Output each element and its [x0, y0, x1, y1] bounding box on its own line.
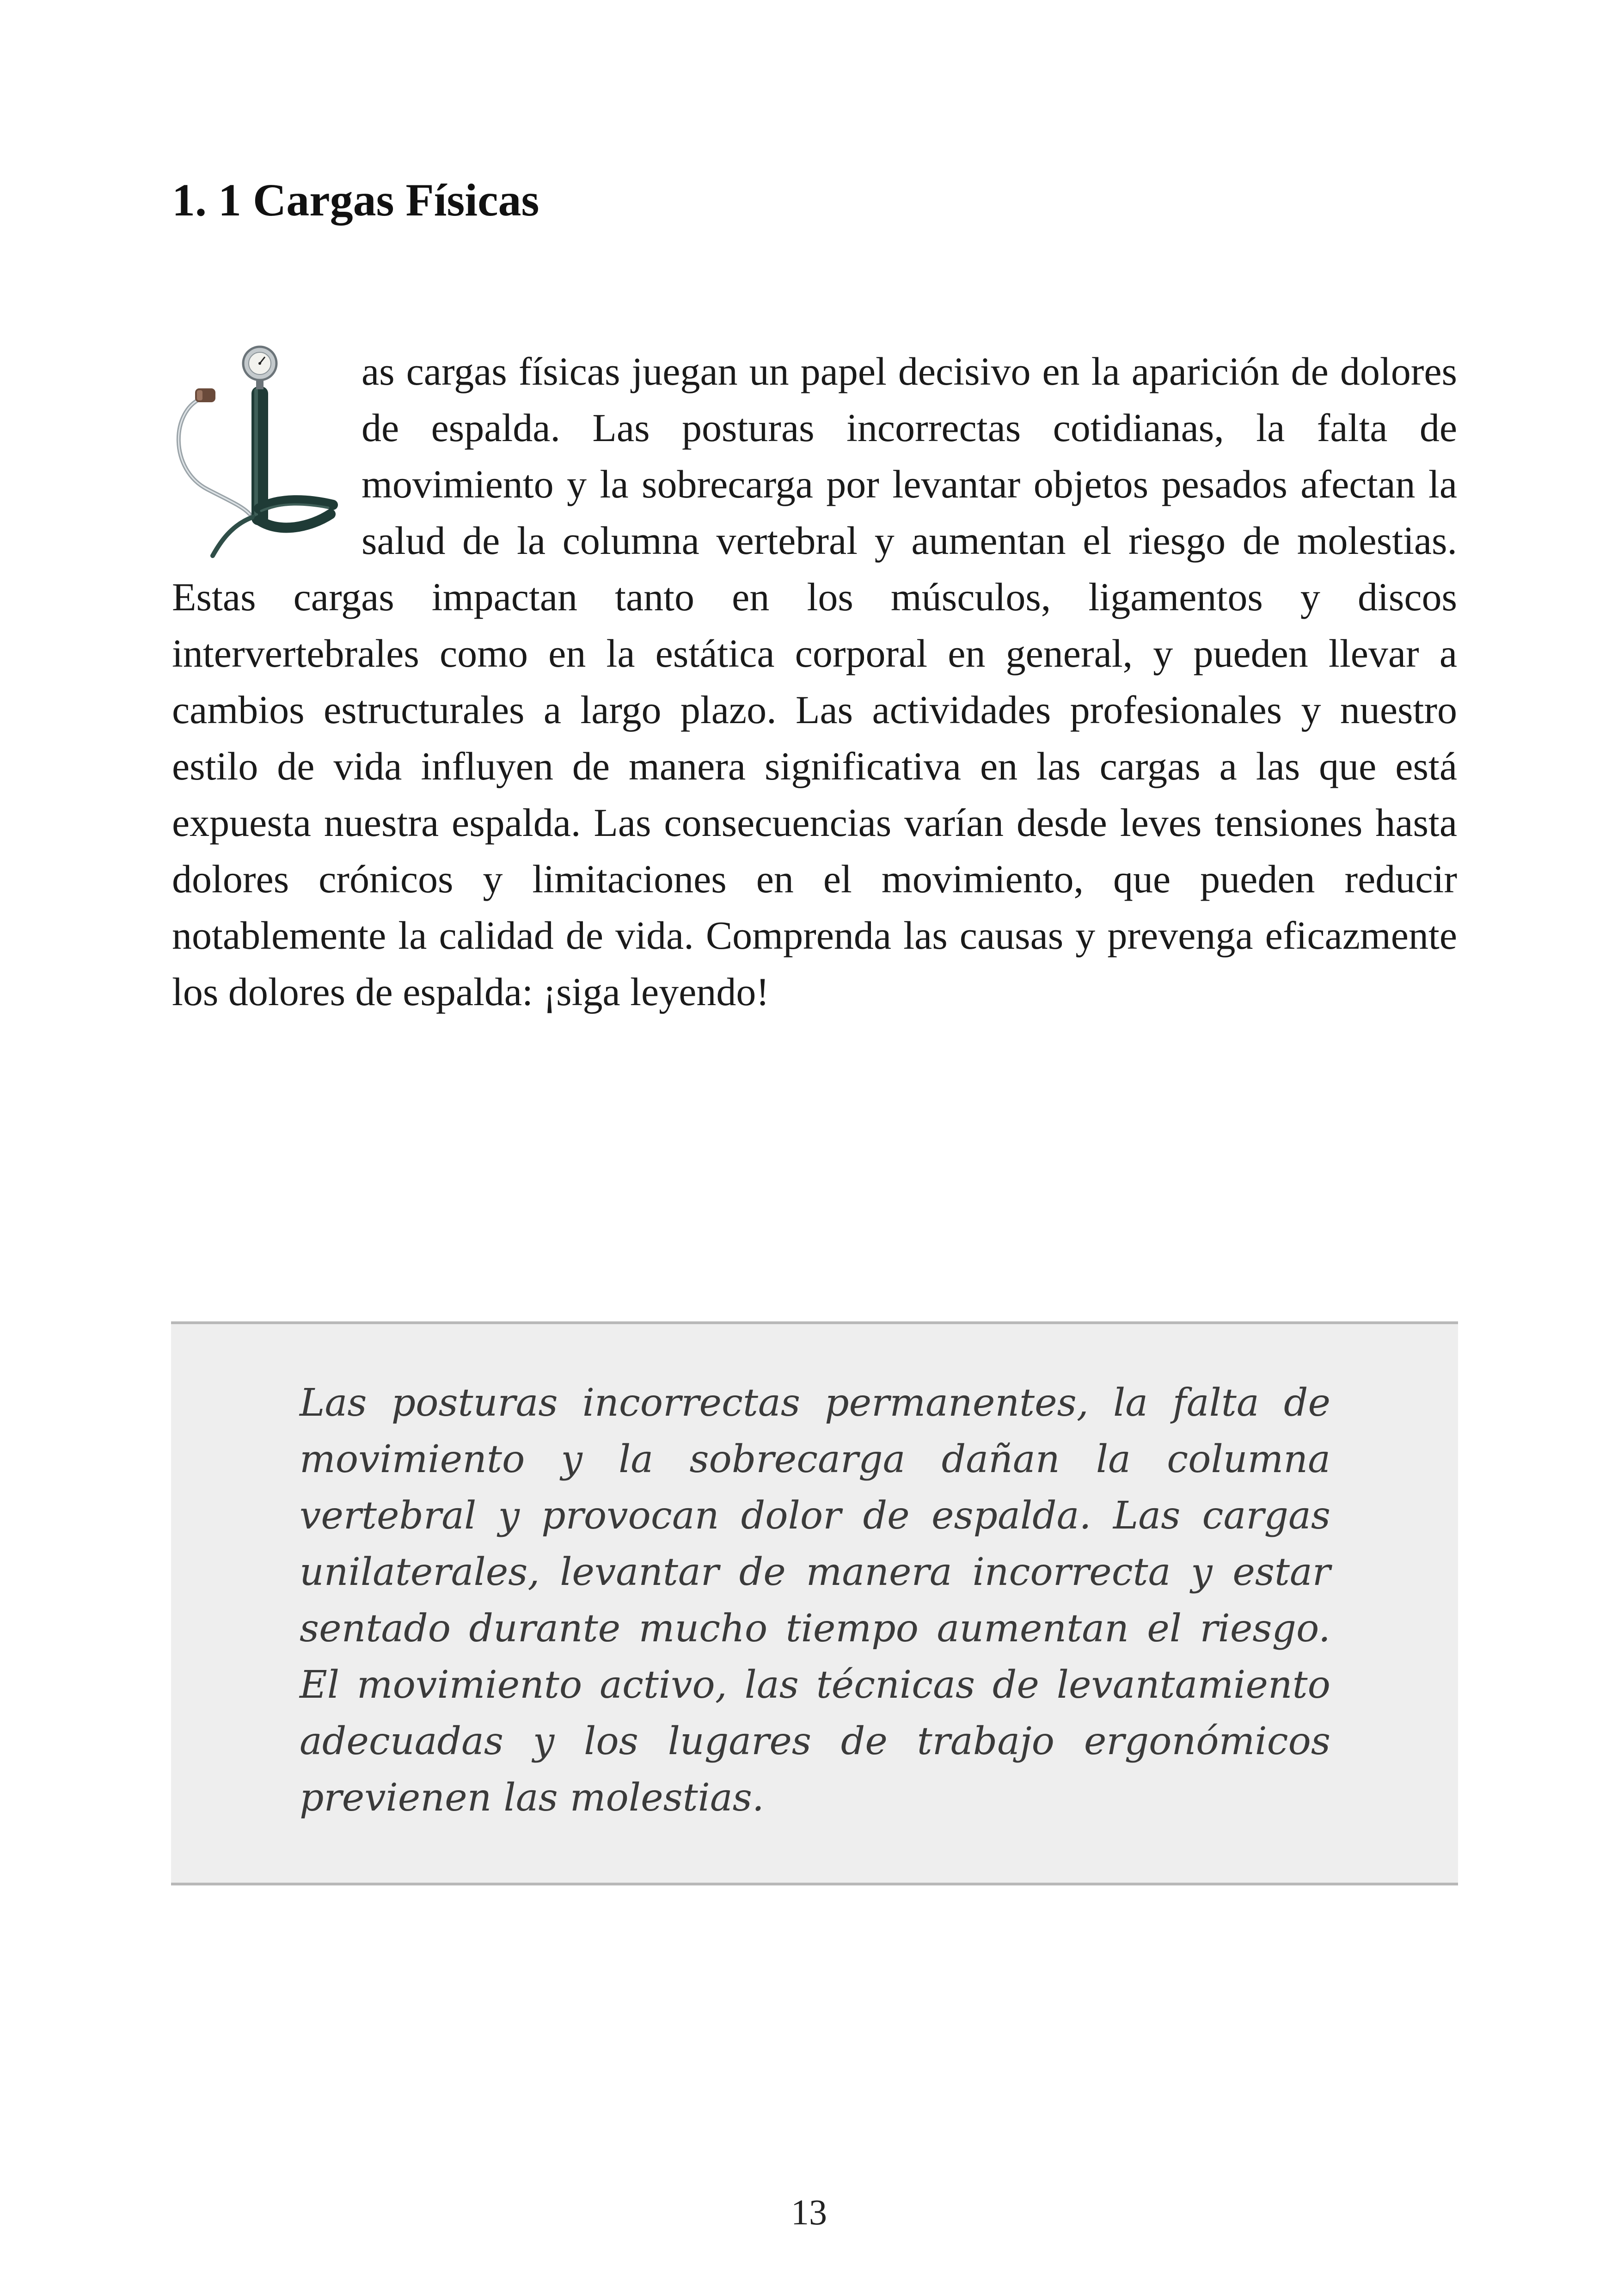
body-paragraph-text: as cargas físicas juegan un papel decisivo en la aparición de dolores de espalda. Las posturas incorrectas cotidianas, la falta de movimiento y la sobrecarga por levantar objetos pesados afectan la salud de la columna vertebral y aumentan el riesgo de molestias. Estas cargas impactan tanto en los músculos, ligamentos y discos intervertebrales como en la estática corporal en general, y pueden llevar a cambios estructurales a largo plazo. Las actividades profesionales y nuestro estilo de vida influyen de manera significativa en las cargas a las que está expuesta nuestra espalda. Las consecuencias varían desde leves tensiones hasta dolores crónicos y limitaciones en el movimiento, que pueden reducir notablemente la calidad de vida. Comprenda las causas y prevenga eficazmente los dolores de espalda: ¡siga leyendo!: [172, 349, 1457, 1014]
summary-text: Las posturas incorrectas permanentes, la falta de movimiento y la sobrecarga dañan la columna vertebral y provocan dolor de espalda. Las cargas unilaterales, levantar de manera incorrecta y estar sentado durante mucho tiempo aumentan el riesgo. El movimiento activo, las técnicas de levantamiento adecuadas y los lugares de trabajo ergonómicos previenen las molestias.: [300, 1381, 1330, 1820]
summary-box: [171, 1321, 1458, 1885]
body-paragraph: [172, 343, 1457, 1020]
page-number: 13: [791, 2192, 827, 2232]
section-heading: 1. 1 Cargas Físicas: [172, 174, 539, 226]
drop-cap-spacer: [172, 343, 362, 569]
